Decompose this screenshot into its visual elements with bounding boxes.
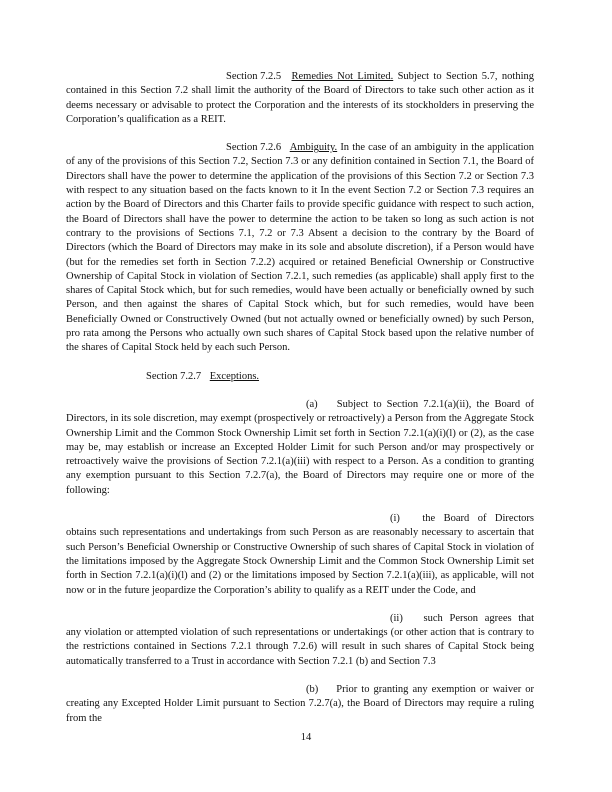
- clause-ii-label: (ii): [390, 612, 403, 624]
- subsection-b-label: (b): [306, 683, 319, 695]
- section-title: Remedies Not Limited.: [291, 71, 394, 82]
- clause-ii-paragraph: [66, 612, 534, 669]
- subsection-b-body: Prior to granting any exemption or waiver or creating any Excepted Holder Limit pursuant to Section 7.2.7(a), the Board of Directors may require a ruling from the: [66, 683, 535, 724]
- section-title: Exceptions.: [209, 370, 260, 382]
- section-number: Section 7.2.7: [146, 370, 202, 382]
- clause-ii-body: such Person agrees that any violation or attempted violation of such representations or undertakings (or other action that is contrary to the restrictions contained in Sections 7.2.1 through 7.2.6) will result in such shares of Capital Stock being automatically transferred to a Trust in accordance with Section 7.2.1 (b) and Section 7.3: [66, 612, 535, 667]
- section-7-2-5-paragraph: [66, 70, 534, 127]
- clause-i-label: (i): [390, 513, 400, 525]
- section-7-2-6-paragraph: [66, 141, 534, 355]
- section-number: Section 7.2.5: [226, 71, 282, 82]
- subsection-a-label: (a): [306, 398, 318, 410]
- section-title: Ambiguity.: [289, 142, 338, 154]
- subsection-a-body: Subject to Section 7.2.1(a)(ii), the Board of Directors, in its sole discretion, may exempt (prospectively or retroactively) a Person from the Aggregate Stock Ownership Limit and the Common Stock Ownership Limit set forth in Section 7.2.1(a)(i)(l) or (2), as the case may be, may establish or increase an Excepted Holder Limit for such Person and/or may prospectively or retroactively waive the provisions of Section 7.2.1(a)(iii) with respect to a Person. As a condition to granting any exemption pursuant to this Section 7.2.7(a), the Board of Directors may require one or more of the following:: [66, 398, 535, 496]
- section-body: Subject to Section 5.7, nothing contained in this Section 7.2 shall limit the authority of the Board of Directors to take such other action as it deems necessary or advisable to protect the Corporation and the interests of its stockholders in preserving the Corporation’s qualification as a REIT.: [66, 71, 534, 125]
- section-body: In the case of an ambiguity in the application of any of the provisions of this Section 7.2, Section 7.3 or any definition contained in Section 7.1, the Board of Directors shall have the power to determine the application of the provisions of this Section 7.2 or Section 7.3 with respect to any situation based on the facts known to it In the event Section 7.2 or Section 7.3 requires an action by the Board of Directors and this Charter fails to provide specific guidance with respect to such action, the Board of Directors shall have the power to determine the action to be taken so long as such action is not contrary to the provisions of Sections 7.1, 7.2 or 7.3 Absent a decision to the contrary by the Board of Directors (which the Board of Directors may make in its sole and absolute discretion), if a Person would have (but for the remedies set forth in Section 7.2.2) acquired or retained Beneficial Ownership or Constructive Ownership of Capital Stock in violation of Section 7.2.1, such remedies (as applicable) shall apply first to the shares of Capital Stock which, but for such remedies, would have been actually or beneficially owned by such Person, and then against the shares of Capital Stock which, but for such remedies, would have been Beneficially Owned or Constructively Owned (but not actually owned or beneficially owned) by such Person, pro rata among the Persons who actually own such shares of Capital Stock based upon the relative number of the shares of Capital Stock held by each such Person.: [66, 142, 535, 354]
- section-number: Section 7.2.6: [226, 142, 282, 154]
- subsection-b-paragraph: [66, 683, 534, 726]
- subsection-a-paragraph: [66, 398, 534, 498]
- page-number: 14: [300, 732, 312, 743]
- clause-i-paragraph: [66, 512, 534, 598]
- clause-i-body: the Board of Directors obtains such representations and undertakings from such Person as are reasonably necessary to ascertain that such Person’s Beneficial Ownership or Constructive Ownership of such shares of Capital Stock in violation of the limitations imposed by the Aggregate Stock Ownership Limit and the Common Stock Ownership Limit set forth in Section 7.2.1(a)(i)(l) and (2) or the limitations imposed by Section 7.2.1(a)(iii), as applicable, will not now or in the future jeopardize the Corporation’s ability to qualify as a REIT under the Code, and: [66, 513, 535, 596]
- section-7-2-7-heading: [146, 370, 534, 384]
- page-body: [66, 70, 534, 740]
